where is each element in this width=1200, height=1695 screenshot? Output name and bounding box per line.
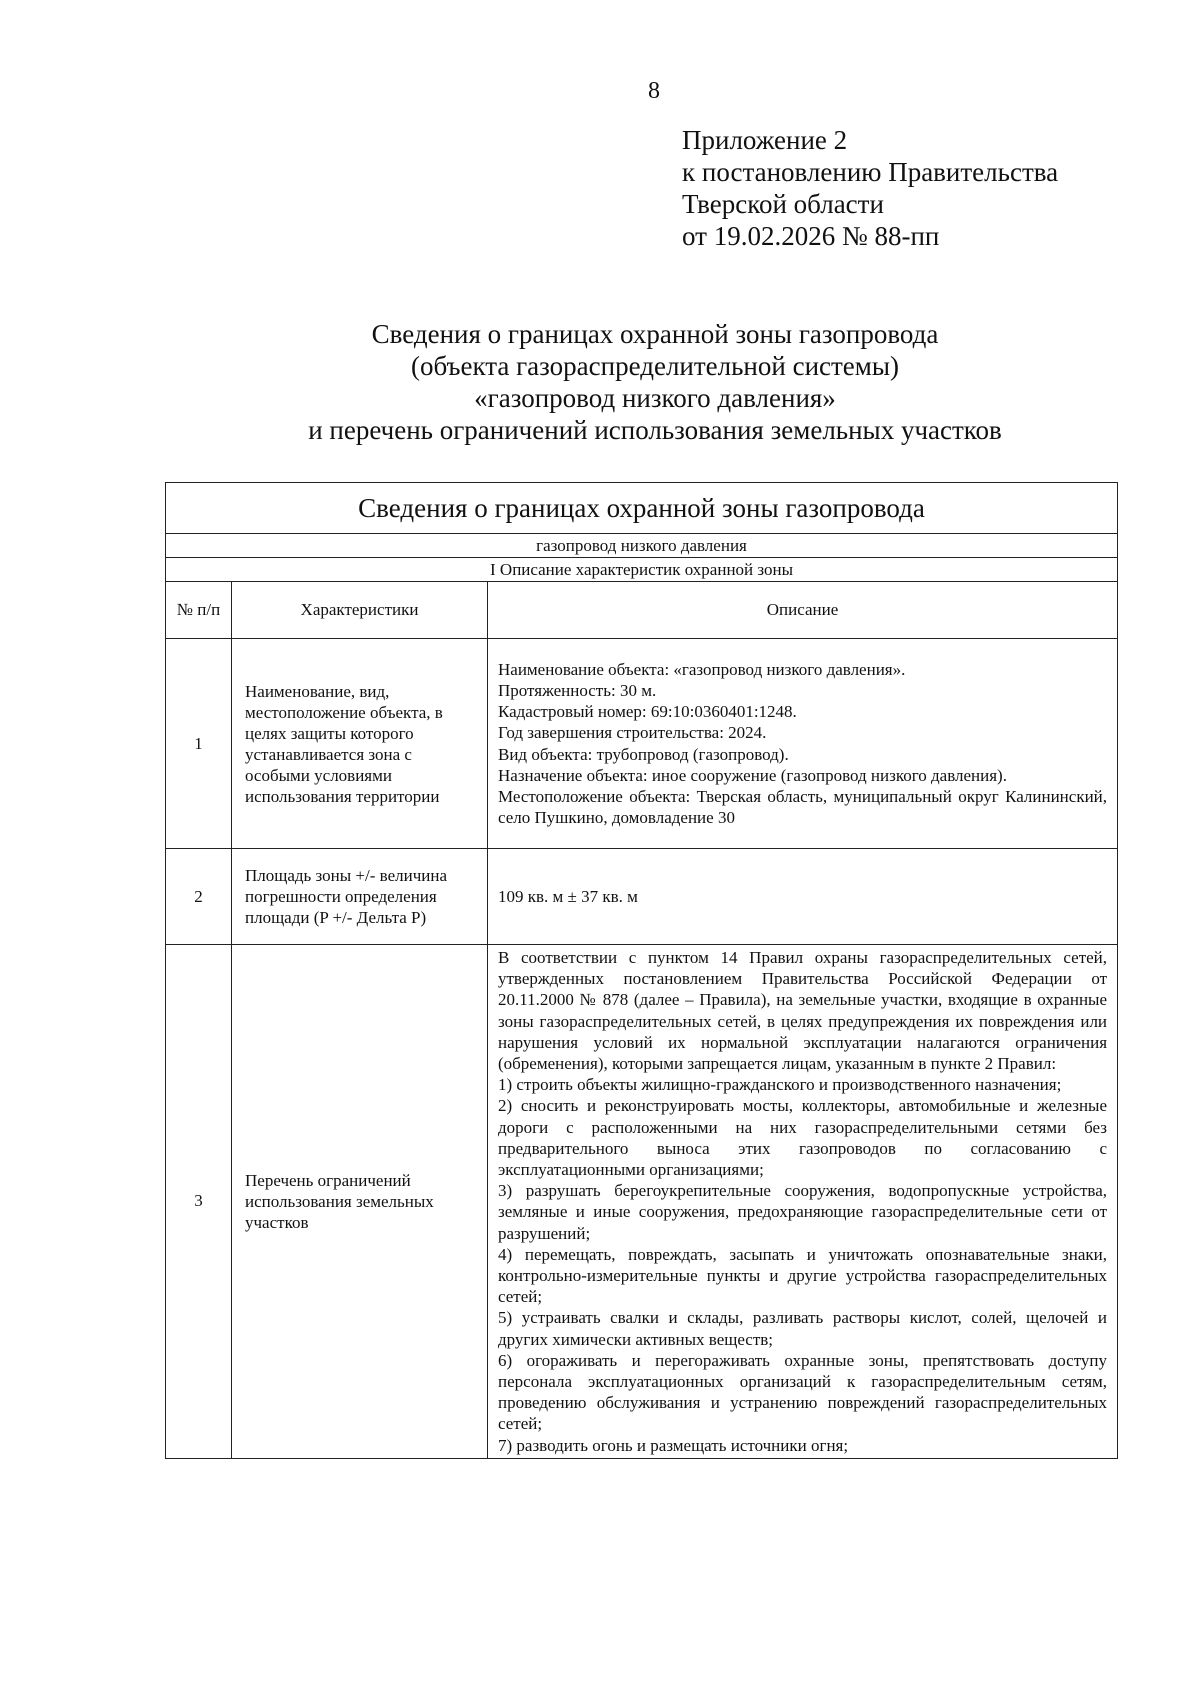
table-row (166, 945, 1118, 1459)
row-description (488, 945, 1118, 1459)
description-line: Год завершения строительства: 2024. (498, 723, 767, 743)
description-line: 6) огораживать и перегораживать охранные зоны, препятствовать доступу персонала эксплуатационных организаций к газораспределительным сетям, проведению обслуживания и устранению повреждений газораспределительных сетей; (498, 1350, 1108, 1434)
title-line: «газопровод низкого давления» (474, 383, 836, 413)
appendix-line: к постановлению Правительства (682, 157, 1059, 187)
row-description (488, 849, 1118, 945)
description-line: 7) разводить огонь и размещать источники огня; (498, 1435, 849, 1455)
description-line: Назначение объекта: иное сооружение (газопровод низкого давления). (498, 765, 1007, 785)
title-line: и перечень ограничений использования земельных участков (308, 415, 1002, 445)
description-line: Кадастровый номер: 69:10:0360401:1248. (498, 702, 797, 722)
row-characteristic: Площадь зоны +/- величина погрешности определения площади (P +/- Дельта P) (232, 849, 488, 945)
description-line: 109 кв. м ± 37 кв. м (498, 886, 638, 906)
description-line: 4) перемещать, повреждать, засыпать и уничтожать опознавательные знаки, контрольно-измерительные пункты и другие устройства газораспределительных сетей; (498, 1244, 1108, 1307)
description-line: Наименование объекта: «газопровод низкого давления». (498, 659, 906, 679)
title-line: Сведения о границах охранной зоны газопровода (371, 319, 939, 349)
zone-boundaries-table (165, 482, 1118, 1459)
appendix-reference (682, 124, 1058, 252)
column-header-description: Описание (488, 582, 1118, 639)
description-line: 1) строить объекты жилищно-гражданского и производственного назначения; (498, 1075, 1062, 1095)
section-title: I Описание характеристик охранной зоны (166, 558, 1118, 582)
row-number: 3 (166, 945, 232, 1459)
table-heading: Сведения о границах охранной зоны газопровода (166, 483, 1118, 534)
description-line: Протяженность: 30 м. (498, 680, 657, 700)
appendix-line: Приложение 2 (682, 125, 848, 155)
description-line: Местоположение объекта: Тверская область, муниципальный округ Калининский, село Пушкино, домовладение 30 (498, 786, 1108, 828)
title-line: (объекта газораспределительной системы) (410, 351, 900, 381)
table-row (166, 849, 1118, 945)
description-line: В соответствии с пунктом 14 Правил охраны газораспределительных сетей, утвержденных постановлением Правительства Российской Федерации от 20.11.2000 № 878 (далее – Правила), на земельные участки, входящие в охранные зоны газораспределительных сетей, в целях предупреждения их повреждения или нарушения условий их нормальной эксплуатации налагаются ограничения (обременения), которыми запрещается лицам, указанным в пункте 2 Правил: (498, 948, 1108, 1074)
row-characteristic: Перечень ограничений использования земельных участков (232, 945, 488, 1459)
appendix-line: Тверской области (682, 189, 884, 219)
description-line: Вид объекта: трубопровод (газопровод). (498, 744, 789, 764)
column-header-characteristic: Характеристики (232, 582, 488, 639)
appendix-line: от 19.02.2026 № 88-пп (682, 221, 940, 251)
row-number: 1 (166, 639, 232, 849)
column-header-number: № п/п (166, 582, 232, 639)
description-line: 5) устраивать свалки и склады, разливать растворы кислот, солей, щелочей и других химически активных веществ; (498, 1308, 1108, 1349)
object-name: газопровод низкого давления (166, 534, 1118, 558)
row-description (488, 639, 1118, 849)
table-row (166, 639, 1118, 849)
description-line: 3) разрушать берегоукрепительные сооружения, водопропускные устройства, земляные и иные сооружения, предохраняющие газораспределительные сети от разрушений; (498, 1181, 1108, 1243)
document-title (150, 318, 1160, 446)
page-number: 8 (648, 78, 660, 104)
row-number: 2 (166, 849, 232, 945)
description-line: 2) сносить и реконструировать мосты, коллекторы, автомобильные и железные дороги с расположенными на них газораспределительными сетями без предварительного выноса этих газопроводов по согласованию с эксплуатационными организациями; (498, 1096, 1108, 1180)
row-characteristic: Наименование, вид, местоположение объекта, в целях защиты которого устанавливается зона с особыми условиями использования территории (232, 639, 488, 849)
